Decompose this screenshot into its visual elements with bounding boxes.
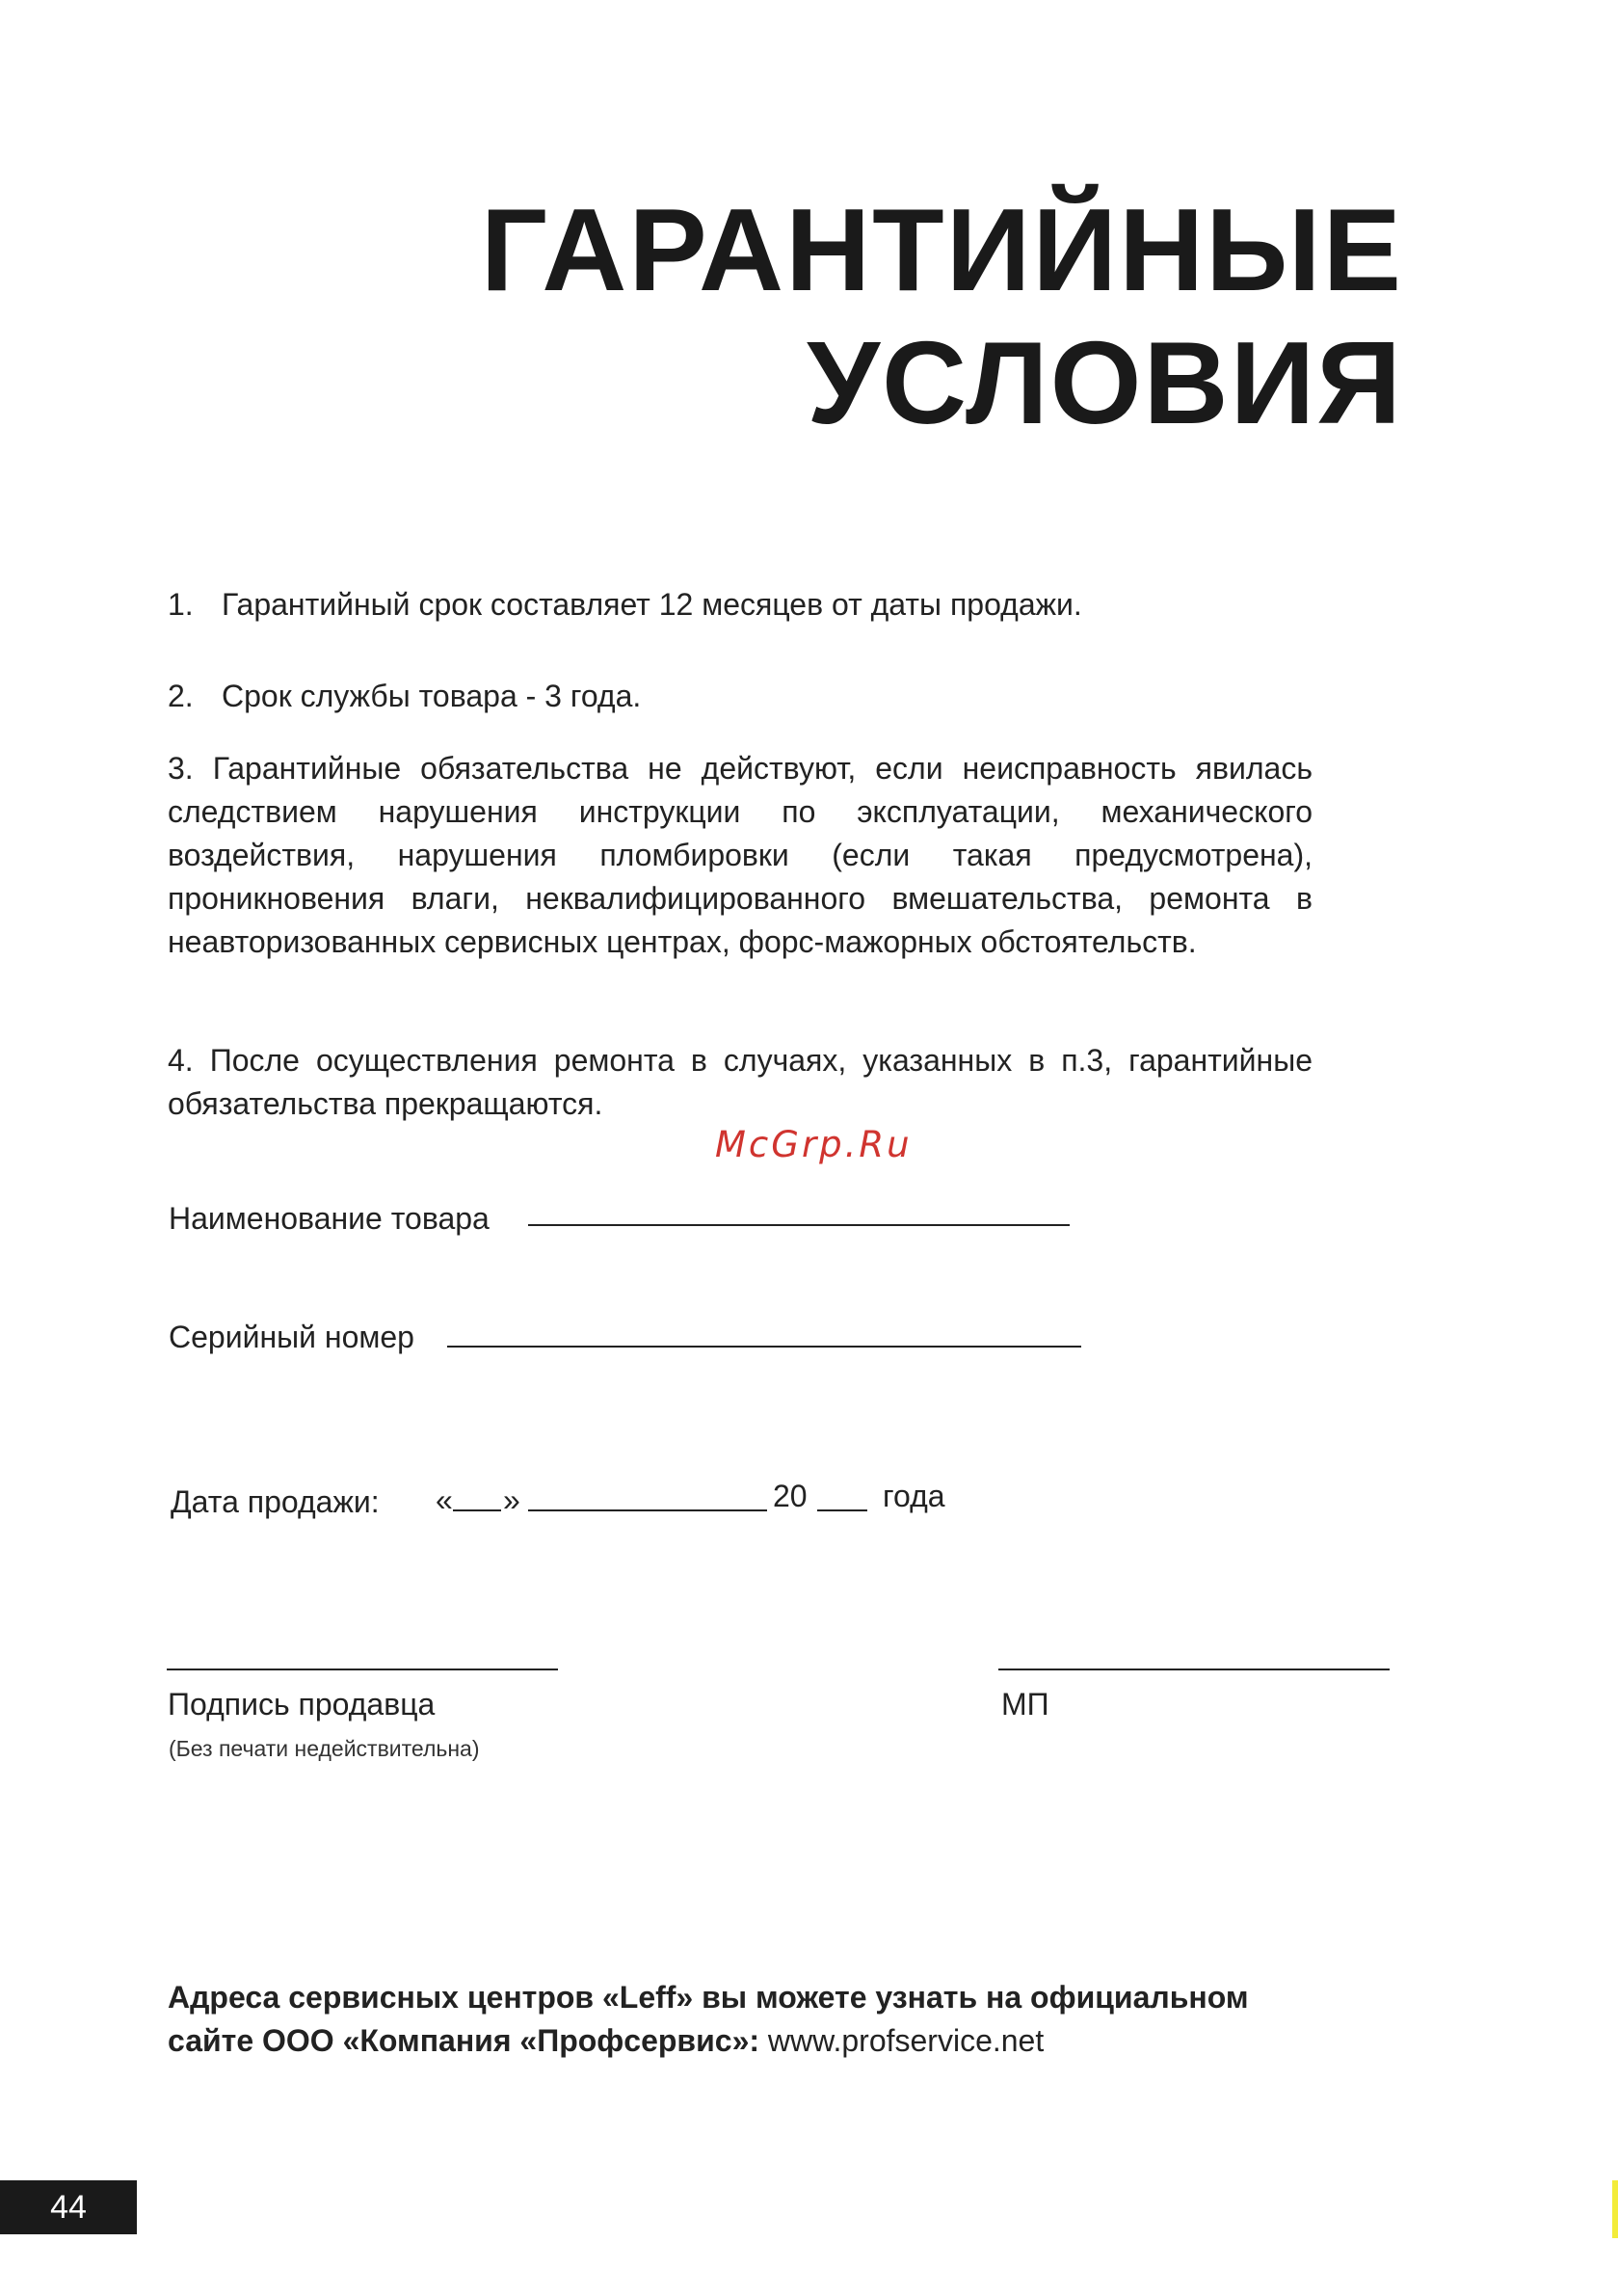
page-title (481, 183, 1403, 449)
title-line-2: УСЛОВИЯ (807, 317, 1403, 448)
term-2-number: 2. (168, 679, 194, 713)
page-number: 44 (0, 2180, 137, 2234)
title-line-1: ГАРАНТИЙНЫЕ (480, 184, 1403, 315)
serial-number-label: Серийный номер (169, 1320, 414, 1354)
term-1-text: Гарантийный срок составляет 12 месяцев от даты продажи. (222, 587, 1082, 622)
month-line (528, 1509, 767, 1511)
term-3-number: 3. (168, 751, 194, 786)
year-suffix: года (883, 1479, 945, 1513)
watermark: McGrp.Ru (715, 1124, 913, 1165)
stamp-label: МП (1001, 1687, 1049, 1722)
signature-line (167, 1669, 558, 1670)
product-name-line (528, 1224, 1070, 1226)
service-centers-text: Адреса сервисных центров «Leff» вы можете узнать на официальном сайте ООО «Компания «Профсервис»: (168, 1980, 1249, 2058)
term-4-number: 4. (168, 1043, 194, 1078)
term-4-text: После осуществления ремонта в случаях, указанных в п.3, гарантийные обязательства прекращаются. (168, 1043, 1313, 1121)
seller-note: (Без печати недействительна) (169, 1736, 480, 1761)
term-3-text: Гарантийные обязательства не действуют, если неисправность явилась следствием нарушения инструкции по эксплуатации, механического воздействия, нарушения пломбировки (если такая предусмотрена), проникновения влаги, неквалифицированного вмешательства, ремонта в неавторизованных сервисных центрах, форс-мажорных обстоятельств. (168, 751, 1313, 959)
term-1-number: 1. (168, 587, 194, 622)
quote-open: « (436, 1482, 453, 1517)
serial-number-line (447, 1346, 1081, 1348)
term-2-text: Срок службы товара - 3 года. (222, 679, 642, 713)
service-centers-note (168, 1976, 1324, 2063)
service-url: www.profservice.net (767, 2023, 1045, 2058)
product-name-label: Наименование товара (169, 1201, 490, 1236)
day-line (453, 1509, 501, 1511)
term-1 (168, 583, 1313, 627)
quote-close: » (503, 1482, 520, 1517)
edge-color-mark (1612, 2180, 1618, 2238)
sale-date-label: Дата продажи: (171, 1484, 380, 1519)
year-prefix: 20 (773, 1479, 808, 1513)
year-line (817, 1509, 867, 1511)
term-3 (168, 747, 1313, 964)
term-4 (168, 1039, 1313, 1126)
term-2 (168, 675, 1313, 718)
seller-signature-label: Подпись продавца (168, 1687, 436, 1722)
stamp-line (998, 1669, 1390, 1670)
